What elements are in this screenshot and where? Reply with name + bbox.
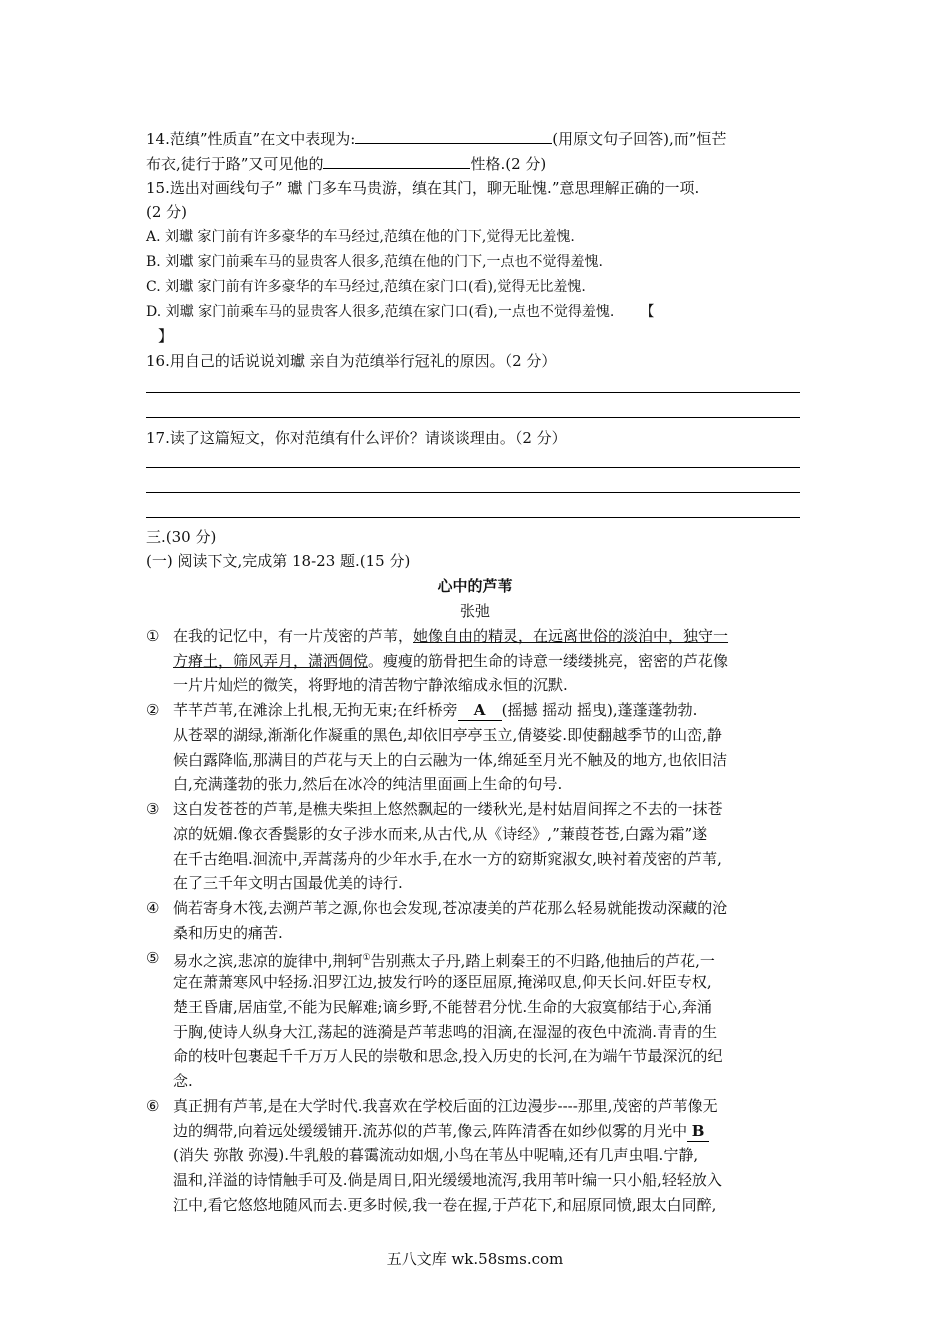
- q15-option-a[interactable]: A. 刘瓛 家门前有许多豪华的车马经过,范缜在他的门下,觉得无比羞愧.: [146, 229, 575, 245]
- article-title: 心中的芦苇: [437, 577, 513, 595]
- p1-underlined-sentence-end: 方瘠土，筛风弄月，潇洒倜傥: [173, 652, 369, 670]
- p1-underlined-sentence: 她像自由的精灵，在远离世俗的淡泊中，独守一: [413, 627, 729, 645]
- q14-blank-1[interactable]: [355, 128, 552, 144]
- q14-text-b: (用原文句子回答),而”恒芒: [552, 130, 727, 148]
- paragraph-1-line-1: [173, 626, 728, 646]
- q15-option-d-text: D. 刘瓛 家门前乘车马的显贵客人很多,范缜在家门口(看),一点也不觉得羞愧.: [146, 304, 615, 320]
- p2-text-b: (摇撼 摇动 摇曳),蓬蓬蓬勃勃.: [501, 701, 698, 719]
- q17-stem: 17.读了这篇短文，你对范缜有什么评价？请谈谈理由。（2 分）: [146, 429, 567, 447]
- paragraph-4-line-2: 桑和历史的痛苦.: [173, 924, 283, 942]
- q14-text-a: 14.范缜”性质直”在文中表现为:: [146, 130, 356, 148]
- footer-watermark: 五八文库 wk.58sms.com: [386, 1250, 564, 1268]
- p1-text: 在我的记忆中，有一片茂密的芦苇，: [173, 627, 414, 645]
- blank-a[interactable]: A: [458, 700, 502, 721]
- q14-text-c: 布衣,徒行于路”又可见他的: [146, 155, 324, 173]
- q15-option-c[interactable]: C. 刘瓛 家门前有许多豪华的车马经过,范缜在家门口(看),觉得无比羞愧.: [146, 279, 586, 295]
- paragraph-5-line-4: 于胸,使诗人纵身大江,荡起的涟漪是芦苇悲鸣的泪滴,在湿湿的夜色中流淌.青青的生: [173, 1023, 718, 1041]
- section-subheading: (一) 阅读下文,完成第 18-23 题.(15 分): [146, 552, 411, 570]
- paragraph-5-line-1: [173, 948, 715, 971]
- q17-answer-line-3[interactable]: [146, 517, 800, 518]
- paragraph-5-number: ⑤: [146, 949, 160, 967]
- paragraph-3-line-2: 凉的妩媚.像衣香鬓影的女子涉水而来,从古代,从《诗经》,”蒹葭苍苍,白露为霜”遂: [173, 825, 708, 843]
- paragraph-3-line-4: 在了三千年文明古国最优美的诗行.: [173, 874, 403, 892]
- paragraph-2-number: ②: [146, 701, 160, 719]
- paragraph-5-line-3: 楚王昏庸,居庙堂,不能为民解难;谪乡野,不能替君分忧.生命的大寂寞郁结于心,奔涌: [173, 998, 712, 1016]
- q14-line2: [146, 153, 546, 174]
- paragraph-1-number: ①: [146, 627, 160, 645]
- blank-b[interactable]: B: [687, 1121, 709, 1142]
- paragraph-5-line-5: 命的枝叶包裹起千千万万人民的崇敬和思念,投入历史的长河,在为端午节最深沉的纪: [173, 1047, 723, 1065]
- paragraph-4-number: ④: [146, 899, 160, 917]
- paragraph-2-line-2: 从苍翠的湖绿,渐渐化作凝重的黑色,却依旧亭亭玉立,倩婆娑.即使翻越季节的山峦,静: [173, 726, 722, 744]
- paragraph-2-line-4: 白,充满蓬勃的张力,然后在冰冷的纯洁里面画上生命的句号.: [173, 775, 563, 793]
- paragraph-5-line-6: 念.: [173, 1072, 193, 1090]
- q17-answer-line-1[interactable]: [146, 467, 800, 468]
- p2-text-a: 芊芊芦苇,在滩涂上扎根,无拘无束;在纤桥旁: [173, 701, 458, 719]
- paragraph-3-line-3: 在千古绝唱.洄流中,弄蒿荡舟的少年水手,在水一方的窈斯窕淑女,映衬着茂密的芦苇,: [173, 850, 722, 868]
- paragraph-1-line-2: [173, 651, 728, 671]
- q15-stem-line1: 15.选出对画线句子” 瓛 门多车马贵游，缜在其门，聊无耻愧.”意思理解正确的一项.: [146, 179, 700, 197]
- q14-text-d: 性格.(2 分): [470, 155, 547, 173]
- q15-option-b[interactable]: B. 刘瓛 家门前乘车马的显贵客人很多,范缜在他的门下,一点也不觉得羞愧.: [146, 254, 603, 270]
- p6-text-a: 边的绸带,向着远处缓缓铺开.流苏似的芦苇,像云,阵阵清香在如纱似雾的月光中: [173, 1122, 688, 1140]
- paragraph-3-number: ③: [146, 800, 160, 818]
- p5-text-a: 易水之滨,悲凉的旋律中,荆轲: [173, 952, 363, 970]
- p5-text-b: 告别燕太子丹,踏上刺秦王的不归路,他抽后的芦花,一: [370, 952, 715, 970]
- q15-answer-bracket-close: 】: [158, 327, 174, 345]
- q14-blank-2[interactable]: [323, 153, 470, 169]
- article-author: 张弛: [459, 602, 490, 620]
- q14-line1: [146, 128, 726, 149]
- q16-answer-line-1[interactable]: [146, 392, 800, 393]
- paragraph-2-line-3: 候白露降临,那满目的芦花与天上的白云融为一体,绵延至月光不触及的地方,也依旧洁: [173, 751, 728, 769]
- paragraph-6-number: ⑥: [146, 1097, 160, 1115]
- paragraph-3-line-1: 这白发苍苍的芦苇,是樵夫柴担上悠然飘起的一缕秋光,是村姑眉间挥之不去的一抹苍: [173, 800, 723, 818]
- q15-stem-line2: (2 分): [146, 203, 188, 221]
- paragraph-4-line-1: 倘若寄身木筏,去溯芦苇之源,你也会发现,苍凉凄美的芦花那么轻易就能拨动深藏的沧: [173, 899, 728, 917]
- paragraph-1-line-3: 一片片灿烂的微笑，将野地的清苦物宁静浓缩成永恒的沉默.: [173, 676, 568, 694]
- q15-answer-bracket-open: 【: [640, 304, 655, 320]
- p1-text-2: 。瘦瘦的筋骨把生命的诗意一缕缕挑亮，密密的芦花像: [368, 652, 729, 670]
- section-heading: 三.(30 分): [146, 528, 217, 546]
- paragraph-5-line-2: 定在萧萧寒风中轻扬.汨罗江边,披发行吟的逐臣屈原,掩涕叹息,仰天长问.奸臣专权,: [173, 973, 712, 991]
- footnote-marker: ①: [362, 953, 371, 963]
- q16-stem: 16.用自己的话说说刘瓛 亲自为范缜举行冠礼的原因。（2 分）: [146, 352, 557, 370]
- paragraph-6-line-3: (消失 弥散 弥漫).牛乳般的暮霭流动如烟,小鸟在苇丛中呢喃,还有几声虫唱.宁静,: [173, 1146, 699, 1164]
- paragraph-6-line-2: [173, 1121, 709, 1142]
- q15-option-d[interactable]: [146, 302, 654, 322]
- paragraph-6-line-5: 江中,看它悠悠地随风而去.更多时候,我一卷在握,于芦花下,和屈原同愤,跟太白同醉,: [173, 1196, 717, 1214]
- paragraph-6-line-1: 真正拥有芦苇,是在大学时代.我喜欢在学校后面的江边漫步----那里,茂密的芦苇像无: [173, 1097, 718, 1115]
- q17-answer-line-2[interactable]: [146, 492, 800, 493]
- paragraph-6-line-4: 温和,洋溢的诗情触手可及.倘是周日,阳光缓缓地流泻,我用苇叶编一只小船,轻轻放入: [173, 1171, 722, 1189]
- q16-answer-line-2[interactable]: [146, 417, 800, 418]
- paragraph-2-line-1: [173, 700, 697, 721]
